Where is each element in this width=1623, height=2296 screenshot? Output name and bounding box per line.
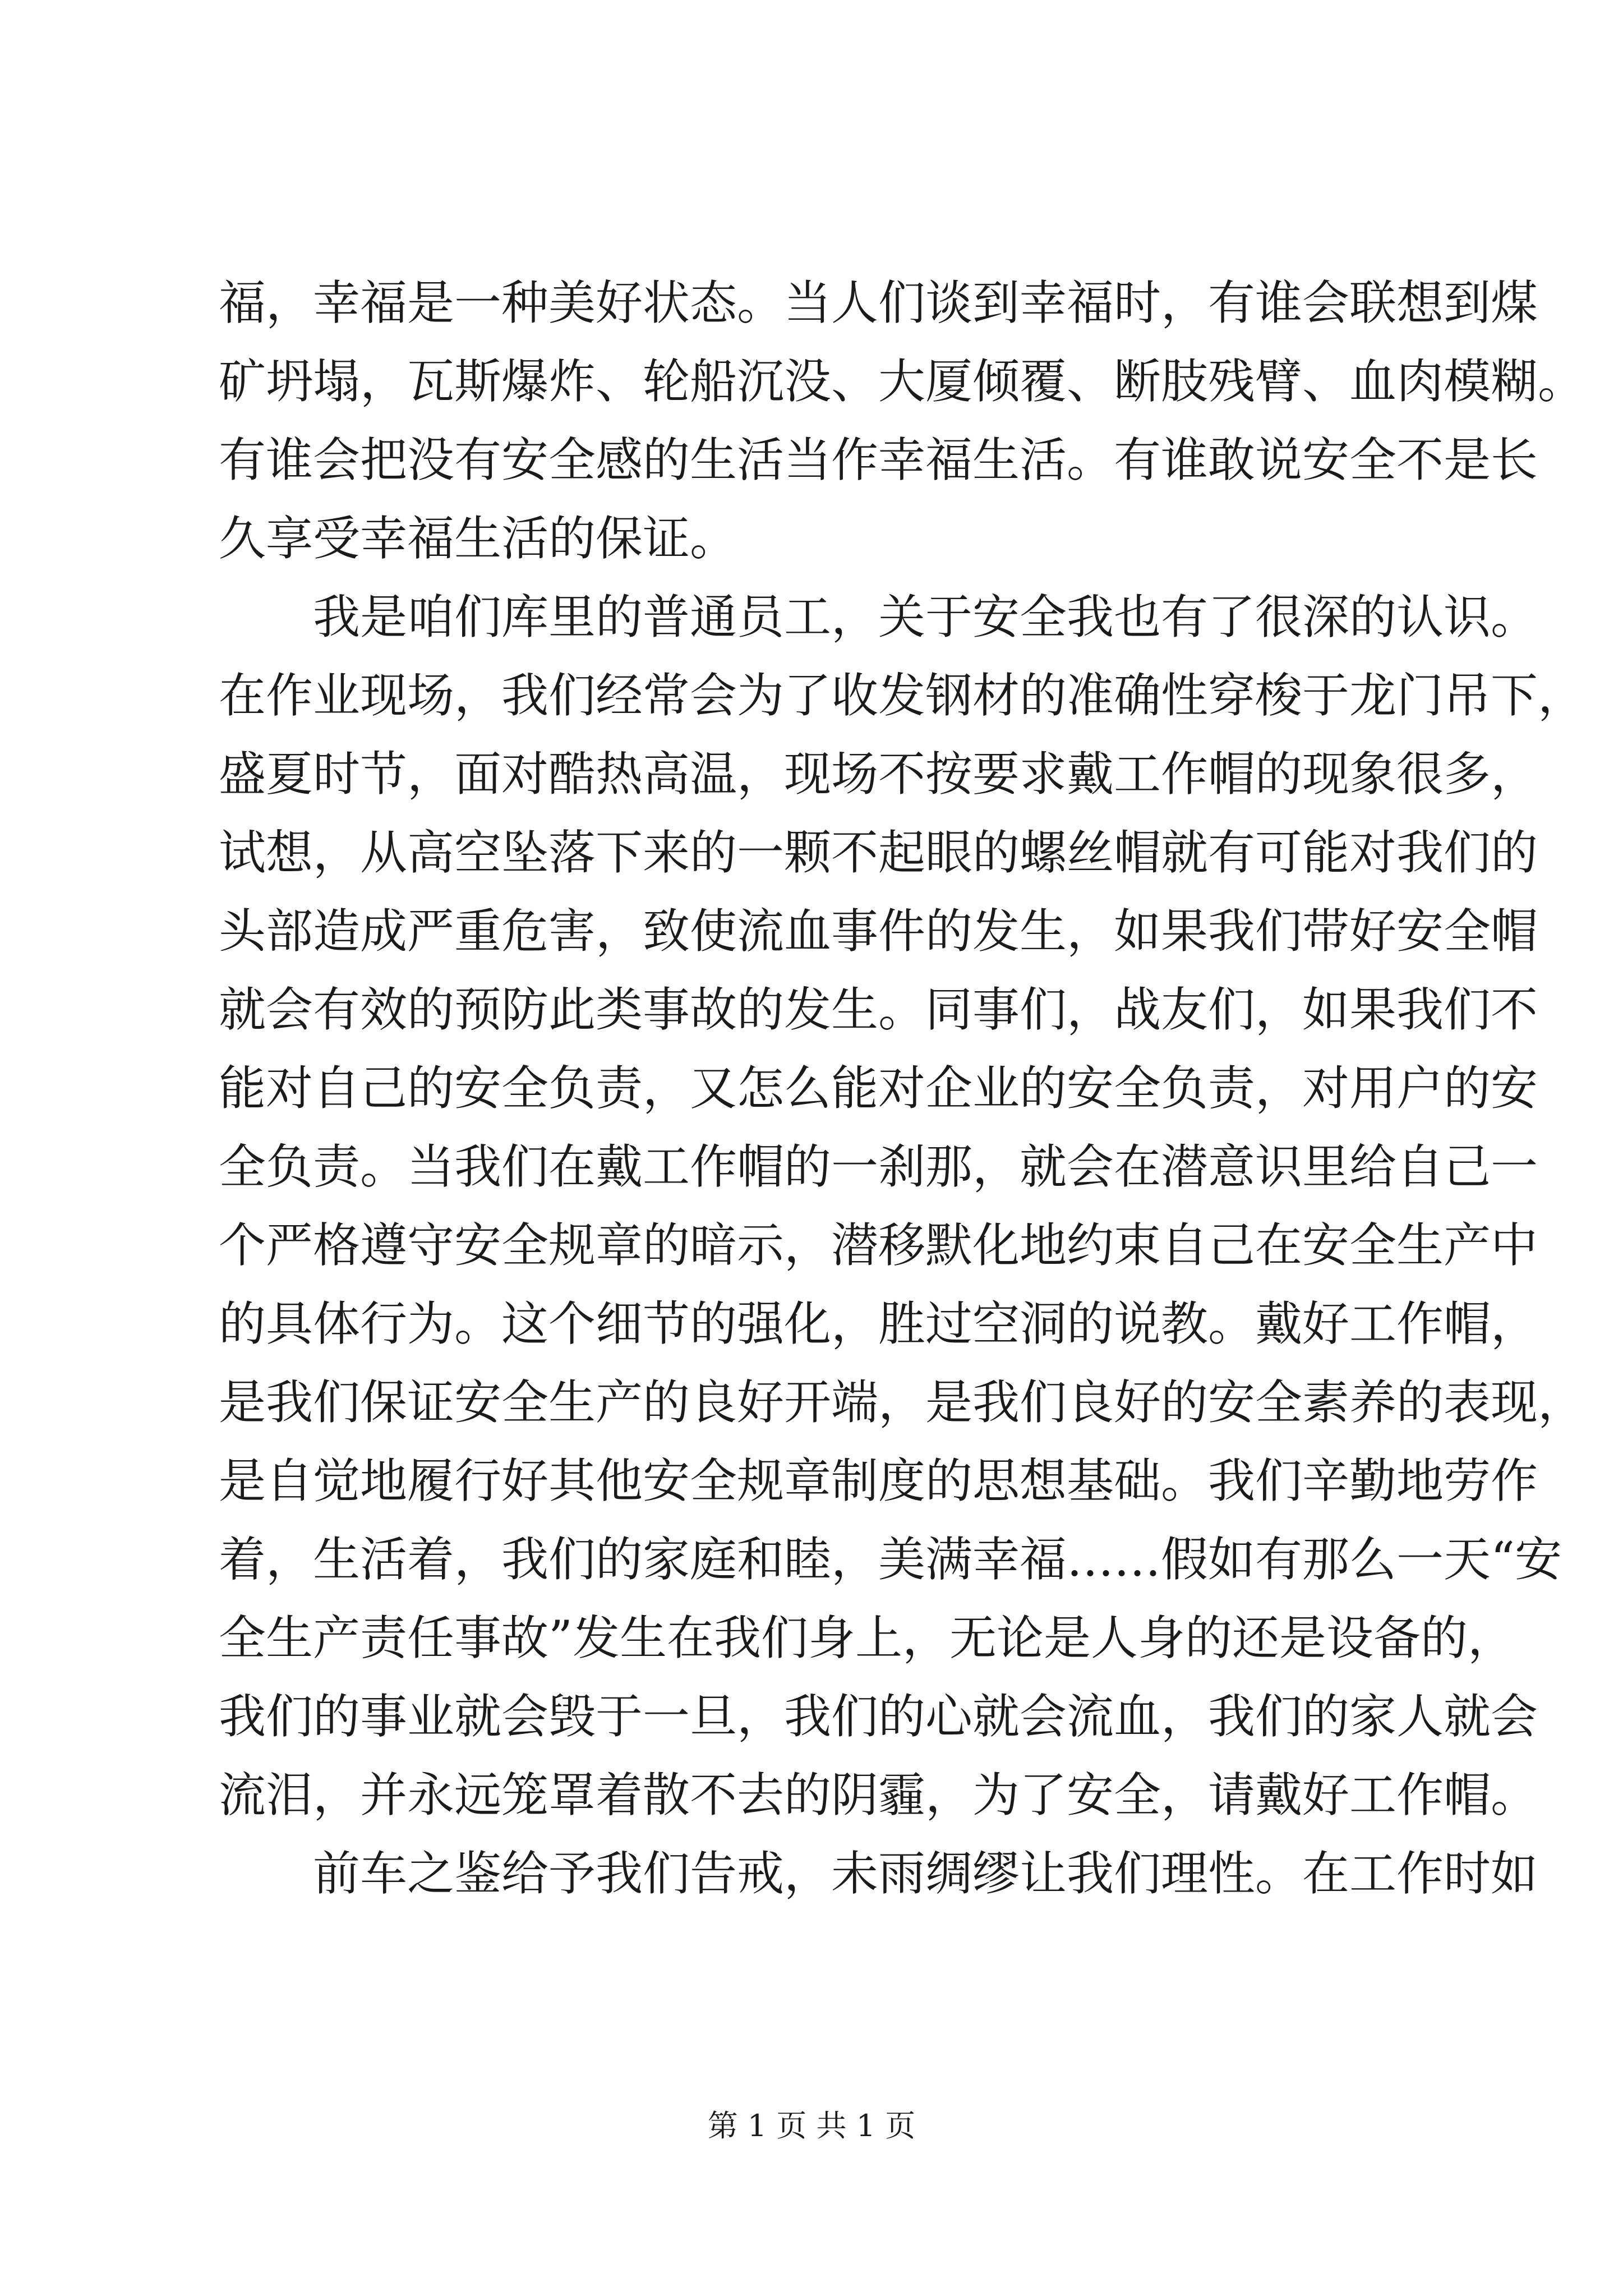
text-line: 试想，从高空坠落下来的一颗不起眼的螺丝帽就有可能对我们的 xyxy=(219,825,1538,880)
text-line: 久享受幸福生活的保证。 xyxy=(219,511,737,566)
text-line: 盛夏时节，面对酷热高温，现场不按要求戴工作帽的现象很多， xyxy=(219,747,1538,802)
text-line: 流泪，并永远笼罩着散不去的阴霾，为了安全，请戴好工作帽。 xyxy=(219,1768,1538,1823)
text-line: 就会有效的预防此类事故的发生。同事们，战友们，如果我们不 xyxy=(219,982,1538,1037)
text-line: 头部造成严重危害，致使流血事件的发生，如果我们带好安全帽 xyxy=(219,904,1538,959)
text-line: 是我们保证安全生产的良好开端，是我们良好的安全素养的表现， xyxy=(219,1375,1585,1430)
text-line: 我是咱们库里的普通员工，关于安全我也有了很深的认识。 xyxy=(219,590,1538,645)
body-text xyxy=(219,264,1585,1913)
text-line: 能对自己的安全负责，又怎么能对企业的安全负责，对用户的安 xyxy=(219,1061,1538,1116)
text-line: 是自觉地履行好其他安全规章制度的思想基础。我们辛勤地劳作 xyxy=(219,1453,1538,1508)
text-line: 在作业现场，我们经常会为了收发钢材的准确性穿梭于龙门吊下， xyxy=(219,668,1585,723)
text-line: 着，生活着，我们的家庭和睦，美满幸福……假如有那么一天“安 xyxy=(219,1532,1562,1587)
text-line: 福，幸福是一种美好状态。当人们谈到幸福时，有谁会联想到煤 xyxy=(219,275,1538,330)
text-line: 我们的事业就会毁于一旦，我们的心就会流血，我们的家人就会 xyxy=(219,1689,1538,1744)
text-line: 全负责。当我们在戴工作帽的一刹那，就会在潜意识里给自己一 xyxy=(219,1139,1538,1194)
text-line: 个严格遵守安全规章的暗示，潜移默化地约束自己在安全生产中 xyxy=(219,1218,1538,1273)
text-line: 的具体行为。这个细节的强化，胜过空洞的说教。戴好工作帽， xyxy=(219,1296,1538,1351)
page-footer: 第 1 页 共 1 页 xyxy=(707,2108,916,2143)
text-line: 前车之鉴给予我们告戒，未雨绸缪让我们理性。在工作时如 xyxy=(219,1846,1538,1901)
text-line: 有谁会把没有安全感的生活当作幸福生活。有谁敢说安全不是长 xyxy=(219,432,1538,487)
text-line: 全生产责任事故”发生在我们身上，无论是人身的还是设备的， xyxy=(219,1611,1515,1665)
text-line: 矿坍塌，瓦斯爆炸、轮船沉没、大厦倾覆、断肢残臂、血肉模糊。 xyxy=(219,354,1585,409)
